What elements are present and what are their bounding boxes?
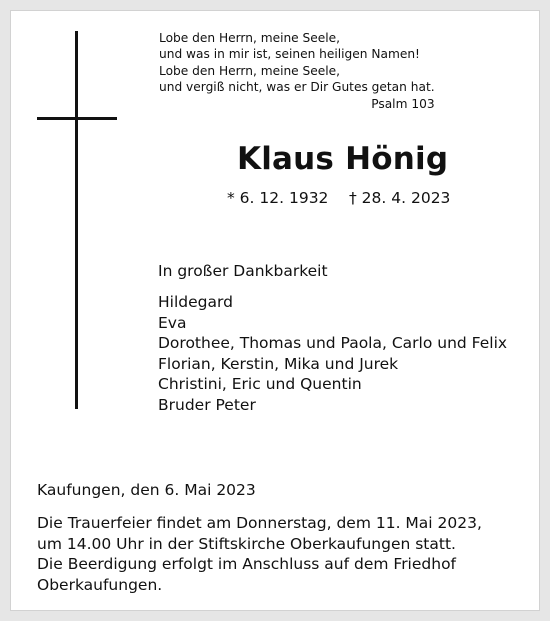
- mourner-line: Florian, Kerstin, Mika und Jurek: [158, 354, 399, 373]
- funeral-notice: [37, 513, 482, 595]
- thanks-heading: In großer Dankbarkeit: [158, 262, 328, 280]
- place-date: Kaufungen, den 6. Mai 2023: [37, 481, 256, 499]
- mourner-line: Dorothee, Thomas und Paola, Carlo und Felix: [158, 334, 508, 352]
- death-date: † 28. 4. 2023: [349, 189, 451, 207]
- notice-line: um 14.00 Uhr in der Stiftskirche Oberkaufungen statt.: [37, 534, 456, 553]
- verse-reference: Psalm 103: [371, 96, 435, 111]
- bible-verse: [159, 30, 435, 112]
- obituary-card: [10, 10, 540, 611]
- notice-line: Die Trauerfeier findet am Donnerstag, dem 11. Mai 2023,: [37, 514, 482, 532]
- cross-icon-bar: [37, 117, 117, 120]
- mourners-list: [158, 292, 507, 415]
- mourner-line: Hildegard: [158, 293, 233, 311]
- verse-line-4: und vergiß nicht, was er Dir Gutes getan hat.: [159, 80, 435, 95]
- mourner-line: Christini, Eric und Quentin: [158, 375, 362, 393]
- mourner-line: Eva: [158, 313, 187, 332]
- notice-line: Die Beerdigung erfolgt im Anschluss auf dem Friedhof: [37, 555, 457, 573]
- birth-date: * 6. 12. 1932: [227, 189, 329, 207]
- deceased-name: Klaus Hönig: [237, 141, 449, 177]
- verse-line-1: Lobe den Herrn, meine Seele,: [159, 31, 341, 45]
- notice-line: Oberkaufungen.: [37, 575, 163, 594]
- cross-icon: [75, 31, 78, 409]
- verse-line-3: Lobe den Herrn, meine Seele,: [159, 63, 341, 78]
- mourner-line: Bruder Peter: [158, 395, 256, 414]
- verse-line-2: und was in mir ist, seinen heiligen Namen!: [159, 47, 420, 62]
